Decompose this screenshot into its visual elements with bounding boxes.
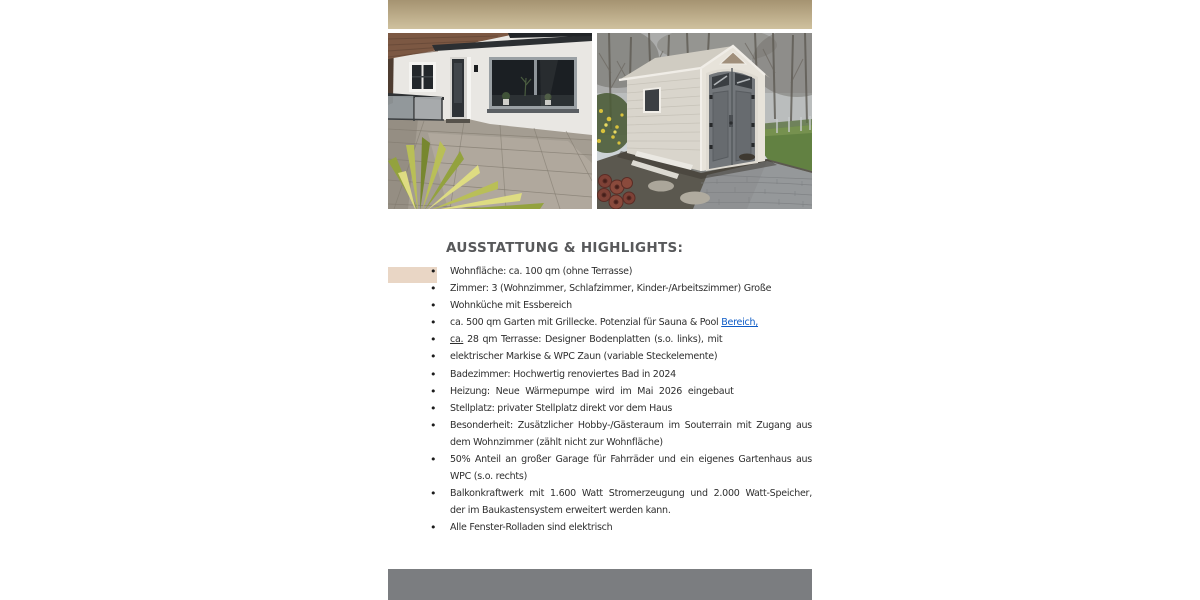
list-item [427, 280, 812, 297]
list-item [427, 519, 812, 536]
bullet-text: der im Baukastensystem erweitert werden kann. [450, 505, 671, 517]
list-item [427, 366, 812, 383]
bullet-text: Zimmer: 3 (Wohnzimmer, Schlafzimmer, Kinder-/Arbeitszimmer) Große [450, 283, 772, 295]
bullet-text: 50% Anteil an großer Garage für Fahrräder und ein eigenes Gartenhaus aus [450, 454, 812, 466]
bullet-text: 28 qm Terrasse: Designer Bodenplatten (s.o. links), mit [463, 334, 723, 346]
bullet-text: Wohnküche mit Essbereich [450, 300, 572, 312]
photo-strip-bottom [388, 569, 812, 600]
bullet-text: ca. [450, 334, 464, 346]
list-item [427, 417, 812, 451]
bullet-text: Heizung: Neue Wärmepumpe wird im Mai 2026 eingebaut [450, 385, 734, 397]
list-item [427, 383, 812, 400]
bullet-text: Besonderheit: Zusätzlicher Hobby-/Gästeraum im Souterrain mit Zugang aus [450, 419, 812, 431]
list-item [427, 451, 812, 485]
garden-shed-photo [597, 33, 812, 209]
bullet-text: Stellplatz: privater Stellplatz direkt vor dem Haus [450, 402, 673, 414]
bereich-link[interactable]: Bereich, [721, 317, 759, 329]
photo-strip-top [388, 0, 812, 29]
section-heading: AUSSTATTUNG & HIGHLIGHTS: [446, 240, 684, 256]
list-item [427, 297, 812, 314]
bullet-text: WPC (s.o. rechts) [450, 471, 528, 483]
bullet-text: elektrischer Markise & WPC Zaun (variable Steckelemente) [450, 351, 718, 363]
highlights-section [388, 240, 812, 537]
list-item [427, 348, 812, 365]
bullet-text: Wohnfläche: ca. 100 qm (ohne Terrasse) [450, 266, 633, 277]
bullet-text: Balkonkraftwerk mit 1.600 Watt Stromerzeugung und 2.000 Watt-Speicher, [450, 488, 812, 500]
list-item [427, 400, 812, 417]
highlights-list [427, 263, 812, 537]
photo-row [388, 33, 812, 209]
list-item [427, 263, 812, 280]
list-item [427, 485, 812, 519]
expose-page [388, 0, 812, 600]
terrace-photo [388, 33, 592, 209]
list-item [427, 314, 812, 331]
bullet-text: ca. 500 qm Garten mit Grillecke. Potenzial für Sauna & Pool [450, 317, 722, 329]
bullet-text: Alle Fenster-Rolladen sind elektrisch [450, 522, 613, 534]
bullet-text: dem Wohnzimmer (zählt nicht zur Wohnfläche) [450, 436, 663, 448]
bullet-text: Badezimmer: Hochwertig renoviertes Bad in 2024 [450, 368, 676, 380]
list-item [427, 331, 812, 348]
